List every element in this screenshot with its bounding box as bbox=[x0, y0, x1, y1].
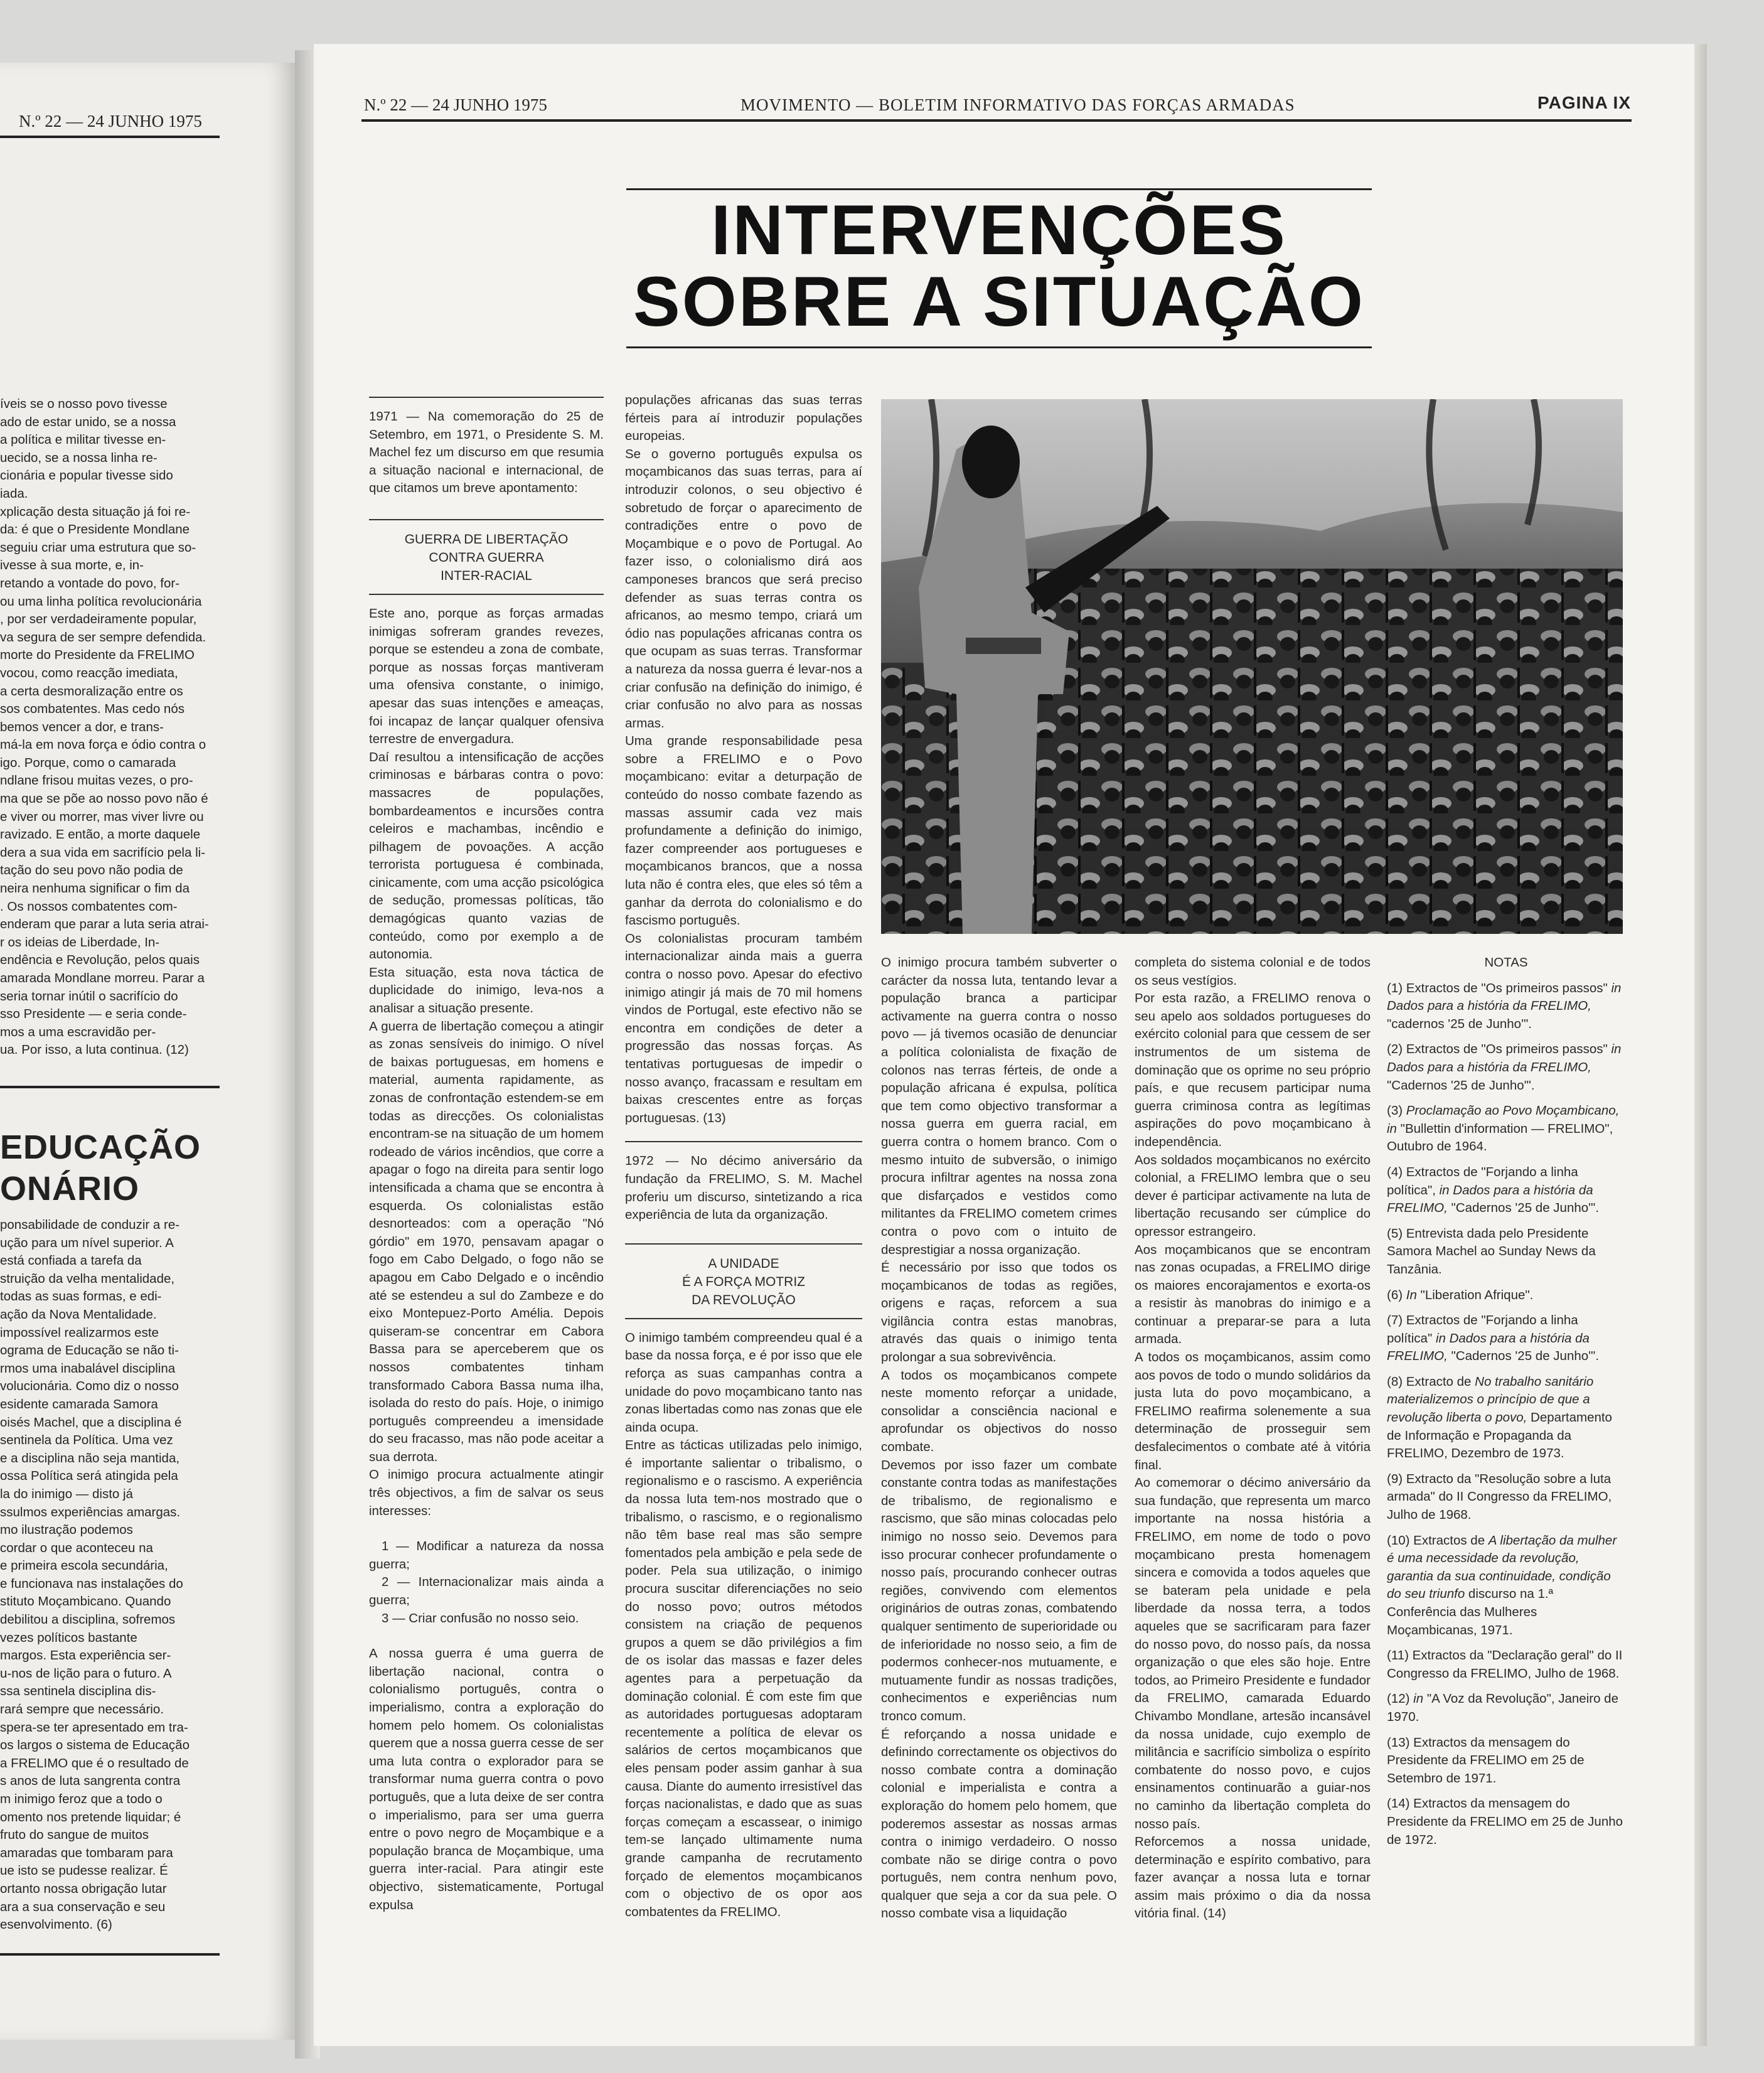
note-text: (1) Extractos de "Os primeiros passos" bbox=[1387, 980, 1612, 995]
subhead-rule-top bbox=[369, 519, 604, 520]
note-text: (6) bbox=[1387, 1287, 1406, 1302]
paragraph: O inimigo procura actualmente atingir três objectivos, a fim de salvar os seus interesses: bbox=[369, 1467, 604, 1518]
header-rule bbox=[361, 119, 1632, 122]
note-text: "cadernos '25 de Junho'". bbox=[1387, 1016, 1532, 1031]
article-title: INTERVENÇÕES SOBRE A SITUAÇÃO bbox=[633, 191, 1365, 341]
note-item bbox=[1387, 980, 1625, 1034]
notes-heading: NOTAS bbox=[1484, 955, 1528, 970]
note-text: (12) bbox=[1387, 1691, 1414, 1706]
note-text: (2) Extractos de "Os primeiros passos" bbox=[1387, 1042, 1612, 1057]
list-item: 3 — Criar confusão no nosso seio. bbox=[382, 1610, 579, 1626]
paragraph: A nossa guerra é uma guerra de libertação nacional, contra o colonialismo português, contra o imperialismo, contra a exploração do homem pelo homem. Os colonialistas querem que a nossa guerra cesse de ser uma luta contra o explorador para se transformar numa guerra contra o povo português, que a luta deixe de ser contra o imperialismo, para ser uma guerra entre o povo negro de Moçambique e a população branca de Moçambique, uma guerra inter-racial. Para atingir este objectivo, sistematicamente, Portugal expulsa bbox=[369, 1646, 604, 1912]
paragraph: Aos moçambicanos que se encontram nas zonas ocupadas, a FRELIMO dirige os maiores encorajamentos e exorta-os a resistir às manobras do inimigo e a continuar a preparar-se para a luta armada. bbox=[1135, 1242, 1371, 1347]
note-item: (13) Extractos da mensagem do Presidente da FRELIMO em 25 de Setembro de 1971. bbox=[1387, 1735, 1585, 1786]
note-item bbox=[1387, 1690, 1625, 1726]
title-rule-bottom bbox=[626, 346, 1372, 348]
left-section-rule bbox=[0, 1086, 220, 1088]
paragraph: Entre as tácticas utilizadas pelo inimigo, é importante salientar o tribalismo, o regionalismo e o rascismo. A experiência da nossa luta tem-nos mostrado que o tribalismo, o rascismo, e o regionalismo não têm base real mas são sempre fomentados pela ambição e pela sede de poder. Pela sua utilização, o inimigo procura suscitar diferenciações no seio do nosso povo; outros métodos consistem na criação de pequenos grupos a quem se dão privilégios a fim de os isolar das massas e fazer deles agentes para a perpetuação da dominação colonial. É com este fim que as autoridades portuguesas adoptaram recentemente a política de elevar os salários de certos moçambicanos que eles pensam poder assim ganhar à sua causa. Diante do aumento irresistível das forças nacionalistas, e dado que as suas forças começam a escassear, o inimigo tem-se lançado ultimamente numa grande campanha de recrutamento forçado de elementos moçambicanos com o objectivo de os opor aos combatentes da FRELIMO. bbox=[625, 1438, 862, 1919]
note-citation-italic: in Dados para a história da FRELIMO, bbox=[1387, 980, 1622, 1014]
note-citation-italic: in Dados para a história da FRELIMO, bbox=[1387, 1182, 1593, 1216]
paragraph: populações africanas das suas terras férteis para aí introduzir populações europeias. bbox=[625, 393, 862, 444]
subhead-rule-top bbox=[625, 1243, 862, 1245]
note-item: (9) Extracto da "Resolução sobre a luta armada" do II Congresso da FRELIMO, Julho de 1968. bbox=[1387, 1471, 1612, 1523]
article-column-1 bbox=[369, 397, 604, 1941]
note-text: discurso na 1.ª Conferência das Mulheres Moçambicanas, 1971. bbox=[1387, 1587, 1554, 1637]
list-item: 2 — Internacionalizar mais ainda a guerra; bbox=[369, 1575, 604, 1608]
paragraph: Daí resultou a intensificação de acções criminosas e bárbaras contra o povo: massacres de populações, bombardeamentos e incursões contra celeiros e machambas, incêndio e pilhagem de povoações. A acção terrorista portuguesa é combinada, cinicamente, com uma acção psicológica de sedução, promessas políticas, tão demagógicas quanto vazias de conteúdo, como por exemplo a de autonomia. bbox=[369, 749, 604, 962]
note-text: "Bullettin d'information — FRELIMO", Outubro de 1964. bbox=[1387, 1121, 1613, 1154]
intro-paragraph-1971: 1971 — Na comemoração do 25 de Setembro, em 1971, o Presidente S. M. Machel fez um discurso em que resumia a situação nacional e internacional, de que citamos um breve apontamento: bbox=[369, 409, 604, 496]
paragraph: Ao comemorar o décimo aniversário da sua fundação, que representa um marco importante na nossa história a FRELIMO, em nome de todo o povo moçambicano presta homenagem sincera e comovida a todos aqueles que se bateram pela unidade e pela liberdade da nossa terra, a todos aqueles que se sacrificaram para fazer do nosso povo, do nosso país, da nossa organização o que eles são hoje. Entre todos, ao Primeiro Presidente e fundador da FRELIMO, camarada Eduardo Chivambo Mondlane, artesão incansável da nossa unidade, cujo exemplo de militância e sacrifício simboliza o espírito combatente do nosso povo, e cujos ensinamentos continuarão a guiar-nos no caminho da libertação completa do nosso país. bbox=[1135, 1476, 1371, 1831]
note-text: (3) bbox=[1387, 1103, 1406, 1118]
note-citation-italic: A libertação da mulher é uma necessidade da revolução, garantia da sua continuidade, condição do seu triunfo bbox=[1387, 1533, 1617, 1602]
note-text: (8) Extracto de bbox=[1387, 1374, 1475, 1389]
paragraph: Se o governo português expulsa os moçambicanos das suas terras, para aí introduzir colonos, o seu objectivo é sobretudo de forçar o aparecimento de contradições entre o povo de Moçambique e o povo de Portugal. Ao fazer isso, o colonialismo dirá aos camponeses brancos que será preciso defender as suas terras contra os africanos, ao mesmo tempo, criará um ódio nas populações africanas contra os que ocupam as suas terras. Transformar a natureza da nossa guerra é levar-nos a criar confusão na definição do inimigo, é criar confusão no alvo para as nossas armas. bbox=[625, 446, 862, 731]
article-column-4 bbox=[1135, 954, 1371, 1941]
paragraph: Aos soldados moçambicanos no exército colonial, a FRELIMO lembra que o seu dever é participar activamente na luta de libertação recusando ser cúmplice do opressor estrangeiro. bbox=[1135, 1152, 1371, 1239]
note-item: (14) Extractos da mensagem do Presidente da FRELIMO em 25 de Junho de 1972. bbox=[1387, 1796, 1623, 1847]
article-column-2 bbox=[625, 392, 862, 1941]
subheading-unidade: A UNIDADE É A FORÇA MOTRIZ DA REVOLUÇÃO bbox=[682, 1256, 806, 1307]
note-text: "A Voz da Revolução", Janeiro de 1970. bbox=[1387, 1691, 1618, 1724]
note-item: (5) Entrevista dada pelo Presidente Samora Machel ao Sunday News da Tanzânia. bbox=[1387, 1226, 1596, 1277]
page-edge bbox=[1694, 44, 1707, 2046]
issue-date: N.º 22 — 24 JUNHO 1975 bbox=[364, 95, 547, 114]
paragraph: A todos os moçambicanos, assim como aos povos de todo o mundo solidários da justa luta do povo moçambicano, a FRELIMO reafirma solenemente a sua determinação de prosseguir sem desfalecimentos o combate até à vitória final. bbox=[1135, 1350, 1371, 1472]
paragraph: Reforcemos a nossa unidade, determinação e espírito combativo, para fazer avançar a nossa luta e tornar assim mais próximo o dia da nossa vitória final. (14) bbox=[1135, 1835, 1371, 1921]
note-citation-italic: in Dados para a história da FRELIMO, bbox=[1387, 1331, 1590, 1364]
article-column-3 bbox=[881, 954, 1117, 1941]
list-item: 1 — Modificar a natureza da nossa guerra; bbox=[369, 1539, 604, 1572]
paragraph: O inimigo também compreendeu qual é a base da nossa força, e é por isso que ele reforça as suas campanhas contra a unidade do povo moçambicano tanto nas zonas libertadas como nas zonas que ele ainda ocupa. bbox=[625, 1330, 862, 1435]
note-citation-italic: In bbox=[1406, 1287, 1417, 1302]
left-header-rule bbox=[0, 136, 220, 138]
subhead-rule-bottom bbox=[369, 594, 604, 595]
left-article-text-bottom: ponsabilidade de conduzir a re- ução para um nível superior. A está confiada a tarefa da struição da velha mentalidade, todas as suas formas, e edi- ação da Nova Mentalidade. impossível realizarmos este ograma de Educação se não ti- rmos uma inabalável disciplina volucionária. Como diz o nosso esidente camarada Samora oisés Machel, que a disciplina é sentinela da Política. Uma vez e a disciplina não seja mantida, ossa Política será atingida pela la do inimigo — disto já ssulmos experiências amargas. mo ilustração podemos cordar o que aconteceu na e primeira escola secundária, e funcionava nas instalações do stituto Moçambicano. Quando debilitou a disciplina, sofremos vezes políticos bastante margos. Esta experiência ser- u-nos de lição para o futuro. A ssa sentinela disciplina dis- rará sempre que necessário. spera-se ter apresentado em tra- os largos o sistema de Educação a FRELIMO que é o resultado de s anos de luta sangrenta contra m inimigo feroz que a todo o omento nos pretende liquidar; é fruto do sangue de muitos amaradas que tombaram para ue isto se pudesse realizar. É ortanto nossa obrigação lutar ara a sua conservação e seu esenvolvimento. (6) bbox=[0, 1218, 190, 1932]
note-item bbox=[1387, 1287, 1625, 1305]
note-item bbox=[1387, 1532, 1625, 1640]
note-item bbox=[1387, 1373, 1625, 1463]
title-rule-top bbox=[626, 188, 1372, 190]
left-footer-rule bbox=[0, 1953, 220, 1956]
note-item: (11) Extractos da "Declaração geral" do II Congresso da FRELIMO, Julho de 1968. bbox=[1387, 1648, 1623, 1681]
note-item bbox=[1387, 1312, 1625, 1366]
paragraph: O inimigo procura também subverter o carácter da nossa luta, tentando levar a população branca a participar activamente na guerra contra o nosso povo — já tivemos ocasião de denunciar a política colonialista de fixação de colonos nas terras férteis, de onde a população africana é expulsa, política que tem como objectivo transformar a nossa guerra em guerra racial, em guerra contra o homem branco. Com o mesmo intuito de subversão, o inimigo procura infiltrar agentes na nossa zona que disfarçados e vestidos como militantes da FRELIMO cometem crimes contra o povo com o intuito de desprestigiar a nossa organização. bbox=[881, 955, 1117, 1257]
note-citation-italic: No trabalho sanitário materializemos o princípio de que a revolução liberta o povo, bbox=[1387, 1374, 1594, 1425]
left-article-text-top: íveis se o nosso povo tivesse ado de estar unido, se a nossa a política e militar tivesse en- uecido, se a nossa linha re- cionária e popular tivesse sido iada. xplicação desta situação já foi re- da: é que o Presidente Mondlane seguiu criar uma estrutura que so- ivesse à sua morte, e, in- retando a vontade do povo, for- ou uma linha política revolucionária , por ser verdadeiramente popular, va segura de ser sempre defendida. morte do Presidente da FRELIMO vocou, como reacção imediata, a certa desmoralização entre os sos combatentes. Mas cedo nós bemos vencer a dor, e trans- má-la em nova força e ódio contra o igo. Porque, como o camarada ndlane frisou muitas vezes, o pro- ma que se põe ao nosso povo não é e viver ou morrer, mas viver livre ou ravizado. E então, a morte daquele dera a sua vida em sacrifício pela li- tação do seu povo não podia de neira nenhuma significar o fim da . Os nossos combatentes com- enderam que parar a luta seria atrai- r os ideias de Liberdade, In- endência e Revolução, pelos quais amarada Mondlane morreu. Parar a seria tornar inútil o sacrifício do sso Presidente — e seria conde- mos a uma escravidão per- ua. Por isso, a luta continua. (12) bbox=[0, 397, 209, 1058]
paragraph: Este ano, porque as forças armadas inimigas sofreram grandes revezes, porque se estendeu a zona de combate, porque as nossas forças mantiveram uma ofensiva constante, o inimigo, apesar das suas intenções e ameaças, foi incapaz de lançar qualquer ofensiva terrestre de envergadura. bbox=[369, 606, 604, 747]
section-rule bbox=[625, 1141, 862, 1142]
paragraph: Esta situação, esta nova táctica de duplicidade do inimigo, leva-nos a analisar a situação presente. bbox=[369, 965, 604, 1016]
note-text: "Cadernos '25 de Junho'". bbox=[1447, 1349, 1600, 1364]
note-item bbox=[1387, 1164, 1625, 1218]
paragraph: É necessário por isso que todos os moçambicanos de todas as regiões, origens e raças, reforcem a sua vigilância contra estas manobras, através das quais o inimigo tenta prolongar a sua sobrevivência. bbox=[881, 1260, 1117, 1365]
paragraph: Os colonialistas procuram também internacionalizar ainda mais a guerra contra o nosso povo. Apesar do efectivo inimigo atingir já mais de 70 mil homens vindos de Portugal, este efectivo não se encontra em condições de deter a progressão das nossas forças. As tentativas portuguesas de impedir o nosso avanço, fracassam e resultam em baixas crescentes entre as forças portuguesas. (13) bbox=[625, 931, 862, 1125]
page-number: PAGINA IX bbox=[1537, 93, 1632, 112]
note-item bbox=[1387, 1102, 1625, 1156]
paragraph: Uma grande responsabilidade pesa sobre a FRELIMO e o Povo moçambicano: evitar a deturpação de conteúdo do nosso combate fazendo as massas assumir cada vez mais profundamente a definição do inimigo, fazer compreender aos portugueses e moçambicanos brancos, que a nossa luta não é contra eles, que eles só têm a ganhar da derrota do colonialismo e do fascismo português. bbox=[625, 734, 862, 928]
subhead-rule-bottom bbox=[625, 1318, 862, 1319]
soldiers-photograph bbox=[881, 399, 1623, 934]
note-text: (7) Extractos de "Forjando a linha política" bbox=[1387, 1313, 1578, 1346]
paragraph: É reforçando a nossa unidade e definindo correctamente os objectivos do nosso combate contra a dominação colonial e imperialista e contra a exploração do homem pelo homem, que poderemos assestar as nossas armas contra o inimigo verdadeiro. O nosso combate não se dirige contra o povo português, nem contra nenhum povo, qualquer que seja a cor da sua pele. O nosso combate visa a liquidação bbox=[881, 1727, 1117, 1921]
note-citation-italic: in bbox=[1413, 1691, 1424, 1706]
publication-title: MOVIMENTO — BOLETIM INFORMATIVO DAS FORÇAS ARMADAS bbox=[740, 95, 1295, 114]
note-text: "Cadernos '25 de Junho'". bbox=[1387, 1078, 1535, 1093]
note-text: (10) Extractos de bbox=[1387, 1533, 1489, 1548]
left-section-title: EDUCAÇÃO ONÁRIO bbox=[0, 1128, 201, 1208]
paragraph: A guerra de libertação começou a atingir as zonas sensíveis do inimigo. O nível de baixas portuguesas, em homens e material, aumenta rapidamente, as zonas de confrontação estendem-se em todas as direcções. Os colonialistas encontram-se na situação de um homem rodeado de vários incêndios, que corre a apagar o fogo na direita para sentir logo intensificada a chama que se encontra à esquerda. Os colonialistas estão desnorteados: com a operação "Nó górdio" em 1970, pensavam apagar o fogo em Cabo Delgado, o fogo não se apagou em Cabo Delgado e o incêndio até se estendeu a sul do Zambeze e do eixo Montepuez-Porto Amélia. Depois quiseram-se concentrar em Cabora Bassa para se aperceberem que os nossos combatentes tinham transformado Cabora Bassa numa ilha, isolada do resto do país. Hoje, o inimigo português compreendeu a imensidade do seu fracasso, mas não pode aceitar a sua derrota. bbox=[369, 1019, 604, 1464]
note-text: Departamento de Informação e Propaganda da FRELIMO, Dezembro de 1973. bbox=[1387, 1410, 1612, 1461]
intro-rule bbox=[369, 397, 604, 398]
note-citation-italic: in Dados para a história da FRELIMO, bbox=[1387, 1042, 1622, 1074]
paragraph: A todos os moçambicanos compete neste momento reforçar a unidade, consolidar a consciência nacional e aprofundar os objectivos do nosso combate. bbox=[881, 1368, 1117, 1455]
note-text: "Liberation Afrique". bbox=[1416, 1287, 1534, 1302]
notes-column bbox=[1387, 954, 1625, 1941]
note-citation-italic: Proclamação ao Povo Moçambicano, in bbox=[1387, 1103, 1620, 1136]
note-text: (4) Extractos de "Forjando a linha política", bbox=[1387, 1164, 1578, 1197]
left-page-header: N.º 22 — 24 JUNHO 1975 bbox=[19, 112, 202, 131]
intro-paragraph-1972: 1972 — No décimo aniversário da fundação da FRELIMO, S. M. Machel proferiu um discurso, sintetizando a rica experiência de luta da organização. bbox=[625, 1154, 862, 1223]
note-item bbox=[1387, 1041, 1625, 1095]
paragraph: Devemos por isso fazer um combate constante contra todas as manifestações de tribalismo, de regionalismo e rascismo, que são minas colocadas pelo inimigo no nosso seio. Devemos para isso procurar conhecer profundamente o nosso país, procurando conhecer outras regiões, convivendo com elementos originários de outras zonas, combatendo qualquer sentimento de superioridade ou de inferioridade no nosso seio, a fim de podermos conhecer-nos mutuamente, e mutuamente fundir as nossas tradições, conhecimentos e experiências num tronco comum. bbox=[881, 1457, 1117, 1723]
subheading-guerra: GUERRA DE LIBERTAÇÃO CONTRA GUERRA INTER-RACIAL bbox=[404, 532, 569, 583]
paragraph: completa do sistema colonial e de todos os seus vestígios. bbox=[1135, 955, 1371, 988]
note-text: "Cadernos '25 de Junho'". bbox=[1447, 1201, 1600, 1216]
paragraph: Por esta razão, a FRELIMO renova o seu apelo aos soldados portugueses do exército colonial para que cessem de ser instrumentos de um sistema de dominação que os oprime no seu próprio país, e que recusem participar numa guerra criminosa contra as legítimas aspirações do povo moçambicano à independência. bbox=[1135, 991, 1371, 1149]
